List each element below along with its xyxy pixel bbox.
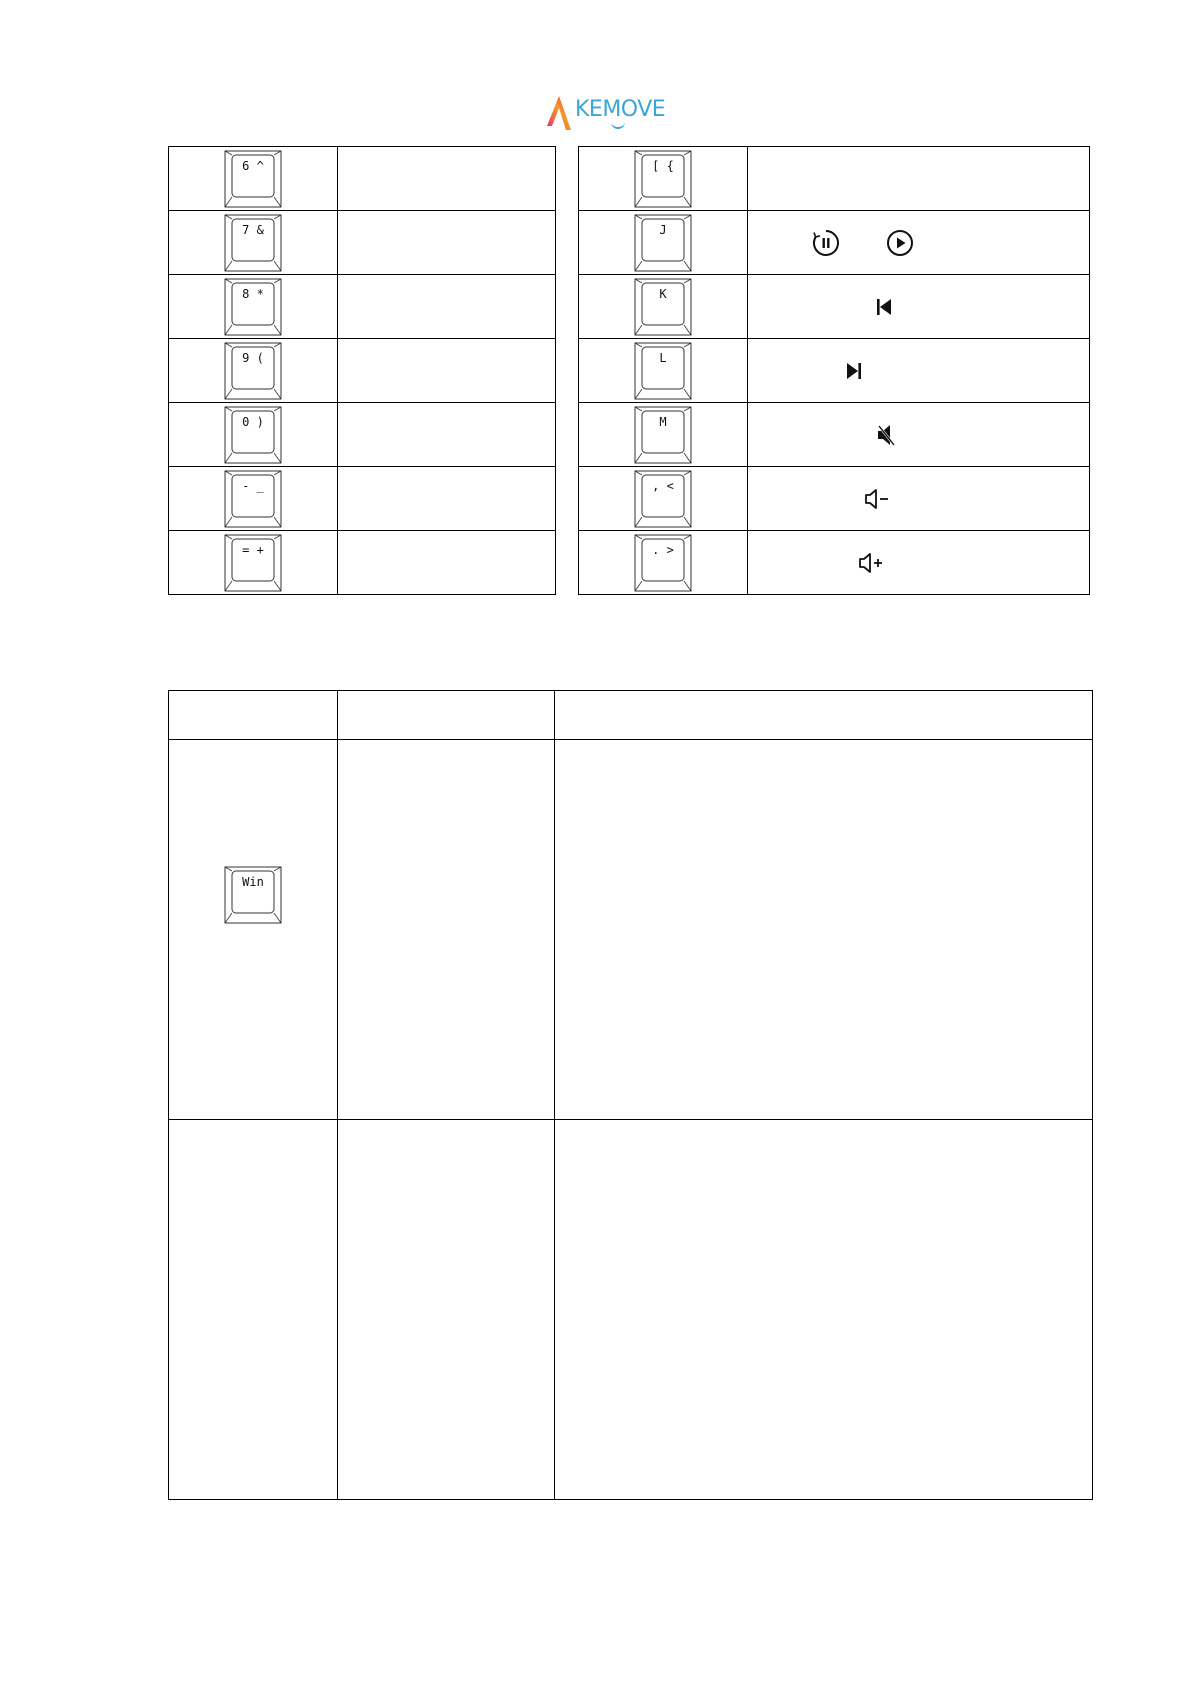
table-row [579, 211, 1090, 275]
keycap [224, 278, 282, 336]
left-key-table [168, 146, 556, 595]
function-cell [338, 403, 556, 467]
header-cell-description [555, 691, 1093, 740]
previous-track-icon [876, 298, 892, 316]
key-cell [579, 403, 748, 467]
function-cell [338, 211, 556, 275]
table-row [579, 275, 1090, 339]
logo-mark-icon [545, 92, 575, 134]
keycap [634, 214, 692, 272]
function-cell [338, 1120, 555, 1500]
keycap-legend: 6 ^ [242, 158, 264, 173]
table-row [579, 531, 1090, 595]
pause-circle-icon [812, 229, 840, 257]
key-cell [169, 339, 338, 403]
volume-up-icon [858, 552, 884, 574]
table-row [169, 467, 556, 531]
volume-down-icon [864, 488, 890, 510]
function-cell [338, 339, 556, 403]
keycap [634, 470, 692, 528]
table-row [169, 403, 556, 467]
function-cell [338, 147, 556, 211]
function-cell [338, 275, 556, 339]
function-cell [748, 147, 1090, 211]
keycap [634, 406, 692, 464]
function-cell [338, 740, 555, 1120]
play-circle-icon [886, 229, 914, 257]
keycap-legend: M [659, 414, 667, 429]
keycap [224, 150, 282, 208]
description-cell [555, 740, 1093, 1120]
logo-text: KEMOVE [575, 97, 666, 122]
header-cell-function [338, 691, 555, 740]
keycap [224, 470, 282, 528]
key-cell [169, 147, 338, 211]
right-key-table [578, 146, 1090, 595]
key-cell [579, 467, 748, 531]
table-row [579, 403, 1090, 467]
keycap-legend: 7 & [242, 222, 264, 237]
function-cell [338, 531, 556, 595]
keycap-legend: = + [242, 542, 264, 557]
table-row [169, 531, 556, 595]
keycap-legend: . > [652, 542, 674, 557]
keycap-win [224, 866, 282, 924]
keycap-legend: 8 * [242, 286, 264, 301]
keycap-legend: , < [652, 478, 674, 493]
key-cell [579, 211, 748, 275]
keycap-legend: [ { [652, 158, 674, 173]
key-cell [169, 740, 338, 1120]
key-cell [169, 403, 338, 467]
table-row [579, 147, 1090, 211]
table-row [579, 339, 1090, 403]
table-row [169, 275, 556, 339]
logo-smile-icon [611, 120, 625, 129]
mute-icon [876, 423, 896, 447]
keycap-legend: 9 ( [242, 350, 264, 365]
keycap [634, 534, 692, 592]
keycap-legend: 0 ) [242, 414, 264, 429]
function-cell [748, 339, 1090, 403]
table-row [169, 1120, 1093, 1500]
keycap-legend: J [659, 222, 667, 237]
header-cell-key [169, 691, 338, 740]
key-cell [169, 467, 338, 531]
bottom-function-table [168, 690, 1093, 1500]
keycap [634, 150, 692, 208]
keycap [634, 278, 692, 336]
description-cell [555, 1120, 1093, 1500]
key-cell [579, 275, 748, 339]
function-cell [748, 275, 1090, 339]
keycap [224, 406, 282, 464]
key-cell [169, 275, 338, 339]
keycap-legend: K [659, 286, 667, 301]
table-row [169, 211, 556, 275]
key-cell [579, 531, 748, 595]
keycap-legend: Win [242, 875, 264, 889]
table-row [579, 467, 1090, 531]
next-track-icon [846, 362, 862, 380]
keycap [224, 214, 282, 272]
function-cell [748, 211, 1090, 275]
keycap-legend: L [659, 350, 667, 365]
kemove-logo [545, 92, 665, 134]
function-cell [748, 403, 1090, 467]
keycap [634, 342, 692, 400]
key-cell [169, 211, 338, 275]
key-cell [169, 531, 338, 595]
key-cell [579, 147, 748, 211]
table-row [169, 740, 1093, 1120]
key-cell [169, 1120, 338, 1500]
function-cell [748, 467, 1090, 531]
function-cell [338, 467, 556, 531]
table-header-row [169, 691, 1093, 740]
key-cell [579, 339, 748, 403]
table-row [169, 147, 556, 211]
function-cell [748, 531, 1090, 595]
keycap [224, 534, 282, 592]
keycap-legend: - _ [242, 478, 264, 493]
table-row [169, 339, 556, 403]
keycap [224, 342, 282, 400]
